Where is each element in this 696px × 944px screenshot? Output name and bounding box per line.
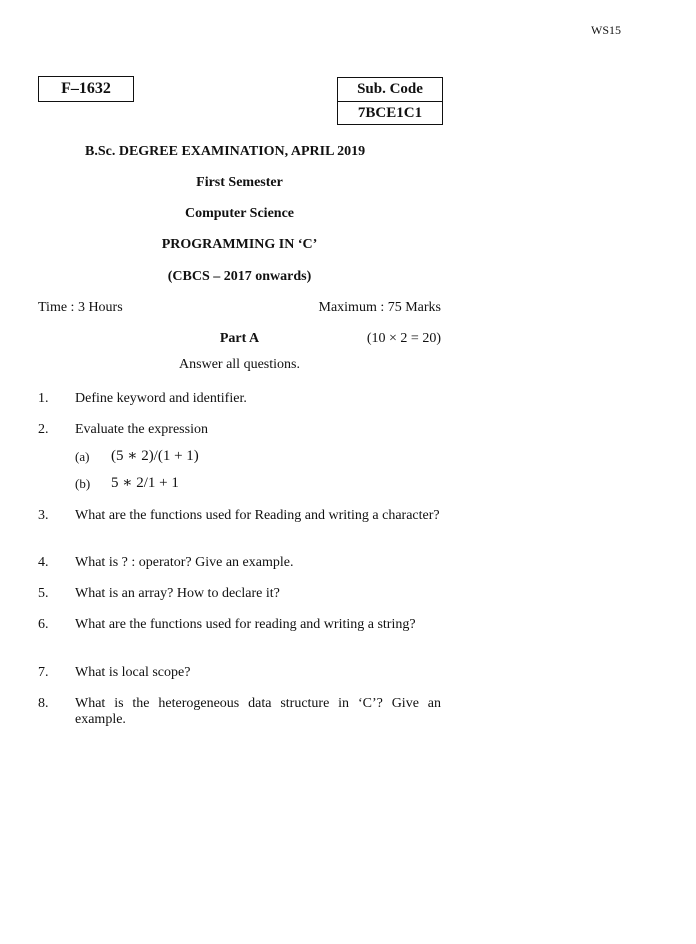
question-text: What is the heterogeneous data structure in ‘C’? Give an example. [75,696,441,727]
question-number: 4. [38,555,49,570]
scheme: (CBCS – 2017 onwards) [167,269,312,284]
question-number: 2. [38,422,49,437]
degree-line: B.Sc. DEGREE EXAMINATION, APRIL 2019 [85,144,366,159]
question-text: Evaluate the expression [75,422,208,437]
corner-code: WS15 [591,23,621,37]
question-text: What are the functions used for Reading and writing a character? [75,508,440,523]
question-number: 8. [38,696,49,711]
question-text: Define keyword and identifier. [75,391,247,406]
sub-item-label: (b) [75,476,91,491]
paper-code: F–1632 [61,80,111,97]
sub-item-expression: (5 ∗ 2)/(1 + 1) [111,448,199,464]
question-number: 7. [38,665,49,680]
question-number: 5. [38,586,49,601]
question-text: What is an array? How to declare it? [75,586,280,601]
time-allowed: Time : 3 Hours [38,300,123,315]
sub-item-label: (a) [75,449,90,464]
paper-title: PROGRAMMING IN ‘C’ [161,237,318,252]
subject: Computer Science [185,206,294,221]
subject-code-value: 7BCE1C1 [357,105,423,121]
maximum-marks: Maximum : 75 Marks [318,300,441,315]
question-text: What is local scope? [75,665,191,680]
question-text: What is ? : operator? Give an example. [75,555,294,570]
sub-item-expression: 5 ∗ 2/1 + 1 [111,475,179,491]
subject-code-label: Sub. Code [338,78,442,102]
question-number: 1. [38,391,49,406]
subject-code-box [337,77,443,125]
question-text: What are the functions used for reading and writing a string? [75,617,416,632]
semester: First Semester [196,175,283,190]
question-number: 6. [38,617,49,632]
instruction: Answer all questions. [179,357,300,372]
question-number: 3. [38,508,49,523]
part-a-title: Part A [219,331,260,346]
paper-code-box [38,76,134,102]
part-a-marks: (10 × 2 = 20) [366,331,441,346]
